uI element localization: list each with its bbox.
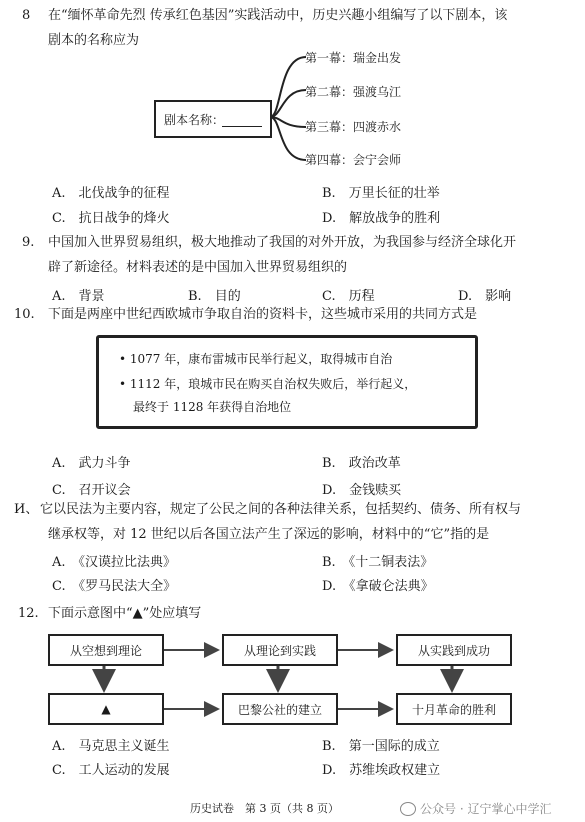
wechat-icon [400,802,416,816]
q8-option-c: C. 抗日战争的烽火 [52,211,170,226]
q11-option-b: B. 《十二铜表法》 [322,555,434,570]
q12-stem-line1: 下面示意图中“▲”处应填写 [48,606,202,621]
act-1: 第一幕：瑞金出发 [305,51,402,65]
q8-option-d: D. 解放战争的胜利 [322,211,441,226]
card-line-3: 最终于 1128 年获得自治地位 [133,400,292,414]
q10-option-a: A. 武力斗争 [52,456,131,471]
q10-number: 10. [14,307,35,322]
act-4: 第四幕：会宁会师 [305,153,402,167]
flow-top-box-1: 从空想到理论 [48,634,164,666]
watermark-text: 公众号 · 辽宁掌心中学汇 [420,802,552,816]
q9-option-d: D. 影响 [458,289,512,304]
q12-option-a: A. 马克思主义诞生 [52,739,170,754]
flow-bottom-box-2: 巴黎公社的建立 [222,693,338,725]
flow-bottom-box-3: 十月革命的胜利 [396,693,512,725]
q10-option-d: D. 金钱赎买 [322,483,402,498]
q8-option-b: B. 万里长征的壮举 [322,186,440,201]
q10-option-c: C. 召开议会 [52,483,131,498]
q8-stem-line1: 在“缅怀革命先烈 传承红色基因”实践活动中，历史兴趣小组编写了以下剧本，该 [48,8,508,23]
act-2: 第二幕：强渡乌江 [305,85,402,99]
q8-number: 8 [22,8,31,23]
q12-number: 12. [18,606,39,621]
act-3: 第三幕：四渡赤水 [305,120,402,134]
q10-stem-line1: 下面是两座中世纪西欧城市争取自治的资料卡，这些城市采用的共同方式是 [48,307,478,322]
card-line-1: • 1077 年，康布雷城市民举行起义，取得城市自治 [119,352,393,366]
q8-stem-line2: 剧本的名称应为 [48,33,140,48]
card-line-2: • 1112 年，琅城市民在购买自治权失败后，举行起义， [119,377,417,391]
q12-option-d: D. 苏维埃政权建立 [322,763,441,778]
q9-option-c: C. 历程 [322,289,375,304]
flow-bottom-box-1: ▲ [48,693,164,725]
q9-option-b: B. 目的 [188,289,241,304]
q11-stem-line2: 继承权等，对 12 世纪以后各国立法产生了深远的影响，材料中的“它”指的是 [48,527,490,542]
q9-number: 9. [22,235,35,250]
q10-option-b: B. 政治改革 [322,456,401,471]
q11-option-a: A. 《汉谟拉比法典》 [52,555,177,570]
q11-number: И、 [14,502,39,517]
q11-option-d: D. 《拿破仑法典》 [322,579,434,594]
flow-top-box-3: 从实践到成功 [396,634,512,666]
q11-option-c: C. 《罗马民法大全》 [52,579,177,594]
q12-option-b: B. 第一国际的成立 [322,739,440,754]
q12-option-c: C. 工人运动的发展 [52,763,170,778]
q11-stem-line1: 它以民法为主要内容，规定了公民之间的各种法律关系，包括契约、债务、所有权与 [40,502,522,517]
flow-top-box-2: 从理论到实践 [222,634,338,666]
q9-stem-line2: 辟了新途径。材料表述的是中国加入世界贸易组织的 [48,260,348,275]
play-title-label: 剧本名称： [164,113,225,127]
q9-stem-line1: 中国加入世界贸易组织，极大地推动了我国的对外开放，为我国参与经济全球化开 [48,235,517,250]
q8-option-a: A. 北伐战争的征程 [52,186,170,201]
watermark [400,800,551,817]
page-footer: 历史试卷 第 3 页（共 8 页） [190,802,339,815]
q9-option-a: A. 背景 [52,289,105,304]
